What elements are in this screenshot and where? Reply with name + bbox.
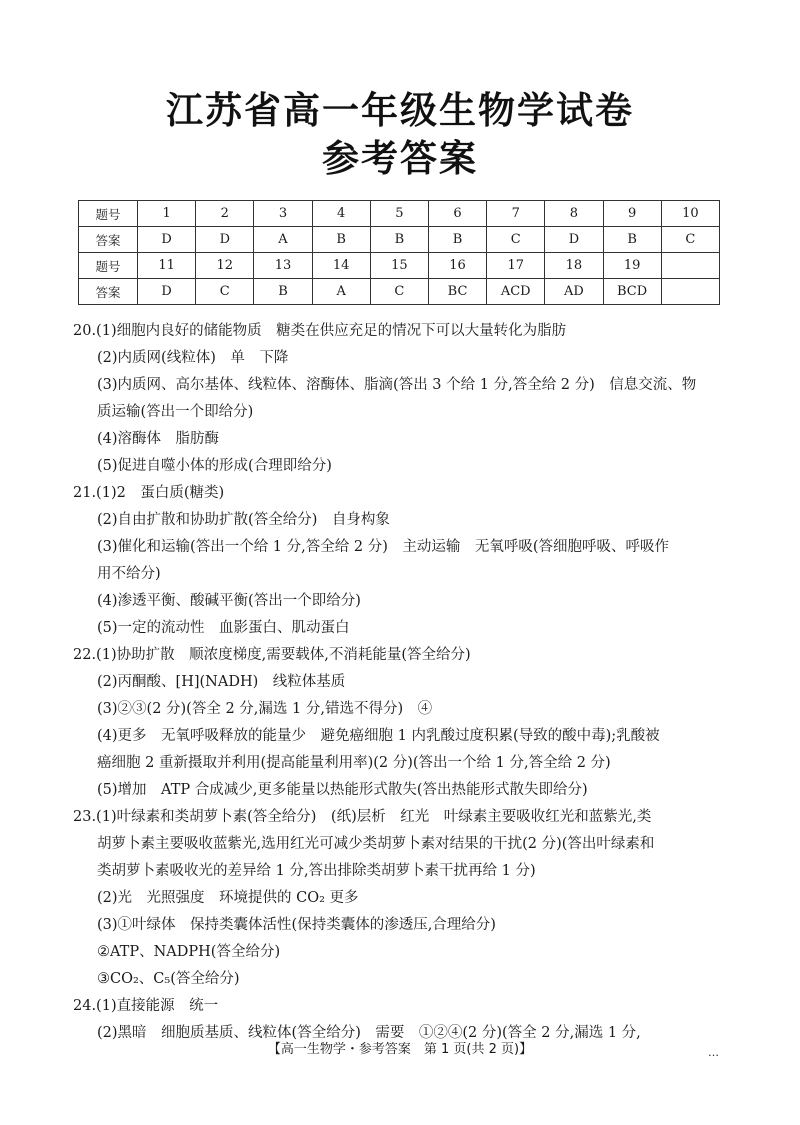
table-cell: B [428, 227, 486, 253]
table-row [79, 279, 720, 305]
table-cell: C [487, 227, 545, 253]
table-row [79, 253, 720, 279]
table-cell: D [138, 279, 196, 305]
answer-line: (3)②③(2 分)(答全 2 分,漏选 1 分,错选不得分) ④ [97, 701, 433, 717]
answer-content [73, 318, 733, 1047]
answer-line: (5)促进自噬小体的形成(合理即给分) [97, 458, 332, 474]
table-row [79, 227, 720, 253]
table-cell: 3 [254, 201, 312, 227]
row-header: 题号 [79, 201, 138, 227]
answer-line: (5)一定的流动性 血影蛋白、肌动蛋白 [97, 620, 350, 636]
answer-line: (4)渗透平衡、酸碱平衡(答出一个即给分) [97, 593, 361, 609]
table-cell: 11 [138, 253, 196, 279]
table-cell: D [545, 227, 603, 253]
table-cell: 16 [428, 253, 486, 279]
table-cell: 14 [312, 253, 370, 279]
table-cell: C [661, 227, 719, 253]
answer-line: 胡萝卜素主要吸收蓝紫光,选用红光可减少类胡萝卜素对结果的干扰(2 分)(答出叶绿素和 [97, 836, 655, 852]
table-cell: 15 [370, 253, 428, 279]
page-title: 江苏省高一年级生物学试卷 [166, 89, 634, 132]
table-cell: 7 [487, 201, 545, 227]
table-cell: 8 [545, 201, 603, 227]
table-cell: 6 [428, 201, 486, 227]
answer-line: (2)黑暗 细胞质基质、线粒体(答全给分) 需要 ①②④(2 分)(答全 2 分,漏选 1 分, [97, 1025, 641, 1041]
answer-line: 质运输(答出一个即给分) [97, 404, 254, 420]
table-cell: C [370, 279, 428, 305]
table-cell: 13 [254, 253, 312, 279]
answer-line: (2)丙酮酸、[H](NADH) 线粒体基质 [97, 674, 346, 690]
table-cell: BCD [603, 279, 661, 305]
row-header: 答案 [79, 227, 138, 253]
table-cell: A [312, 279, 370, 305]
corner-mark: … [708, 1046, 719, 1059]
answer-line: 20.(1)细胞内良好的储能物质 糖类在供应充足的情况下可以大量转化为脂肪 [73, 323, 567, 339]
table-cell: B [254, 279, 312, 305]
answer-line: 24.(1)直接能源 统一 [73, 998, 219, 1014]
row-header: 题号 [79, 253, 138, 279]
answer-line: 21.(1)2 蛋白质(糖类) [73, 485, 225, 501]
page-subtitle: 参考答案 [322, 137, 478, 180]
answer-line: (2)光 光照强度 环境提供的 CO₂ 更多 [97, 890, 359, 906]
table-cell: A [254, 227, 312, 253]
table-row [79, 201, 720, 227]
table-cell: 9 [603, 201, 661, 227]
table-cell: D [138, 227, 196, 253]
table-cell: 5 [370, 201, 428, 227]
answer-line: (3)催化和运输(答出一个给 1 分,答全给 2 分) 主动运输 无氧呼吸(答细胞呼吸、呼吸作 [97, 539, 670, 555]
table-cell: 2 [196, 201, 254, 227]
answer-line: 22.(1)协助扩散 顺浓度梯度,需要载体,不消耗能量(答全给分) [73, 647, 471, 663]
answer-line: 癌细胞 2 重新摄取并利用(提高能量利用率)(2 分)(答出一个给 1 分,答全给 2 分) [97, 755, 611, 771]
table-cell: 12 [196, 253, 254, 279]
answer-line: (4)溶酶体 脂肪酶 [97, 431, 220, 447]
answer-line: 23.(1)叶绿素和类胡萝卜素(答全给分) (纸)层析 红光 叶绿素主要吸收红光和蓝紫光,类 [73, 809, 652, 825]
table-cell: 19 [603, 253, 661, 279]
table-cell: AD [545, 279, 603, 305]
table-cell: 17 [487, 253, 545, 279]
table-cell [661, 253, 719, 279]
table-cell: D [196, 227, 254, 253]
table-cell: 1 [138, 201, 196, 227]
answer-line: (3)内质网、高尔基体、线粒体、溶酶体、脂滴(答出 3 个给 1 分,答全给 2 分) 信息交流、物 [97, 377, 697, 393]
table-cell: 4 [312, 201, 370, 227]
answer-line: (5)增加 ATP 合成减少,更多能量以热能形式散失(答出热能形式散失即给分) [97, 782, 588, 798]
answer-line: (2)内质网(线粒体) 单 下降 [97, 350, 289, 366]
answer-line: 用不给分) [97, 566, 161, 582]
table-cell: B [312, 227, 370, 253]
answer-line: (3)①叶绿体 保持类囊体活性(保持类囊体的渗透压,合理给分) [97, 917, 496, 933]
table-cell: 18 [545, 253, 603, 279]
table-cell [661, 279, 719, 305]
table-cell: ACD [487, 279, 545, 305]
answer-line: ③CO₂、C₅(答全给分) [97, 971, 240, 987]
answer-line: 类胡萝卜素吸收光的差异给 1 分,答出排除类胡萝卜素干扰再给 1 分) [97, 863, 536, 879]
page-footer: 【高一生物学・参考答案 第 1 页(共 2 页)】 [267, 1042, 533, 1057]
table-cell: B [370, 227, 428, 253]
answer-line: ②ATP、NADPH(答全给分) [97, 944, 281, 960]
answer-table [78, 200, 720, 305]
table-cell: C [196, 279, 254, 305]
answer-line: (4)更多 无氧呼吸释放的能量少 避免癌细胞 1 内乳酸过度积累(导致的酸中毒);乳酸被 [97, 728, 660, 744]
table-cell: 10 [661, 201, 719, 227]
row-header: 答案 [79, 279, 138, 305]
answer-line: (2)自由扩散和协助扩散(答全给分) 自身构象 [97, 512, 390, 528]
table-cell: B [603, 227, 661, 253]
table-cell: BC [428, 279, 486, 305]
